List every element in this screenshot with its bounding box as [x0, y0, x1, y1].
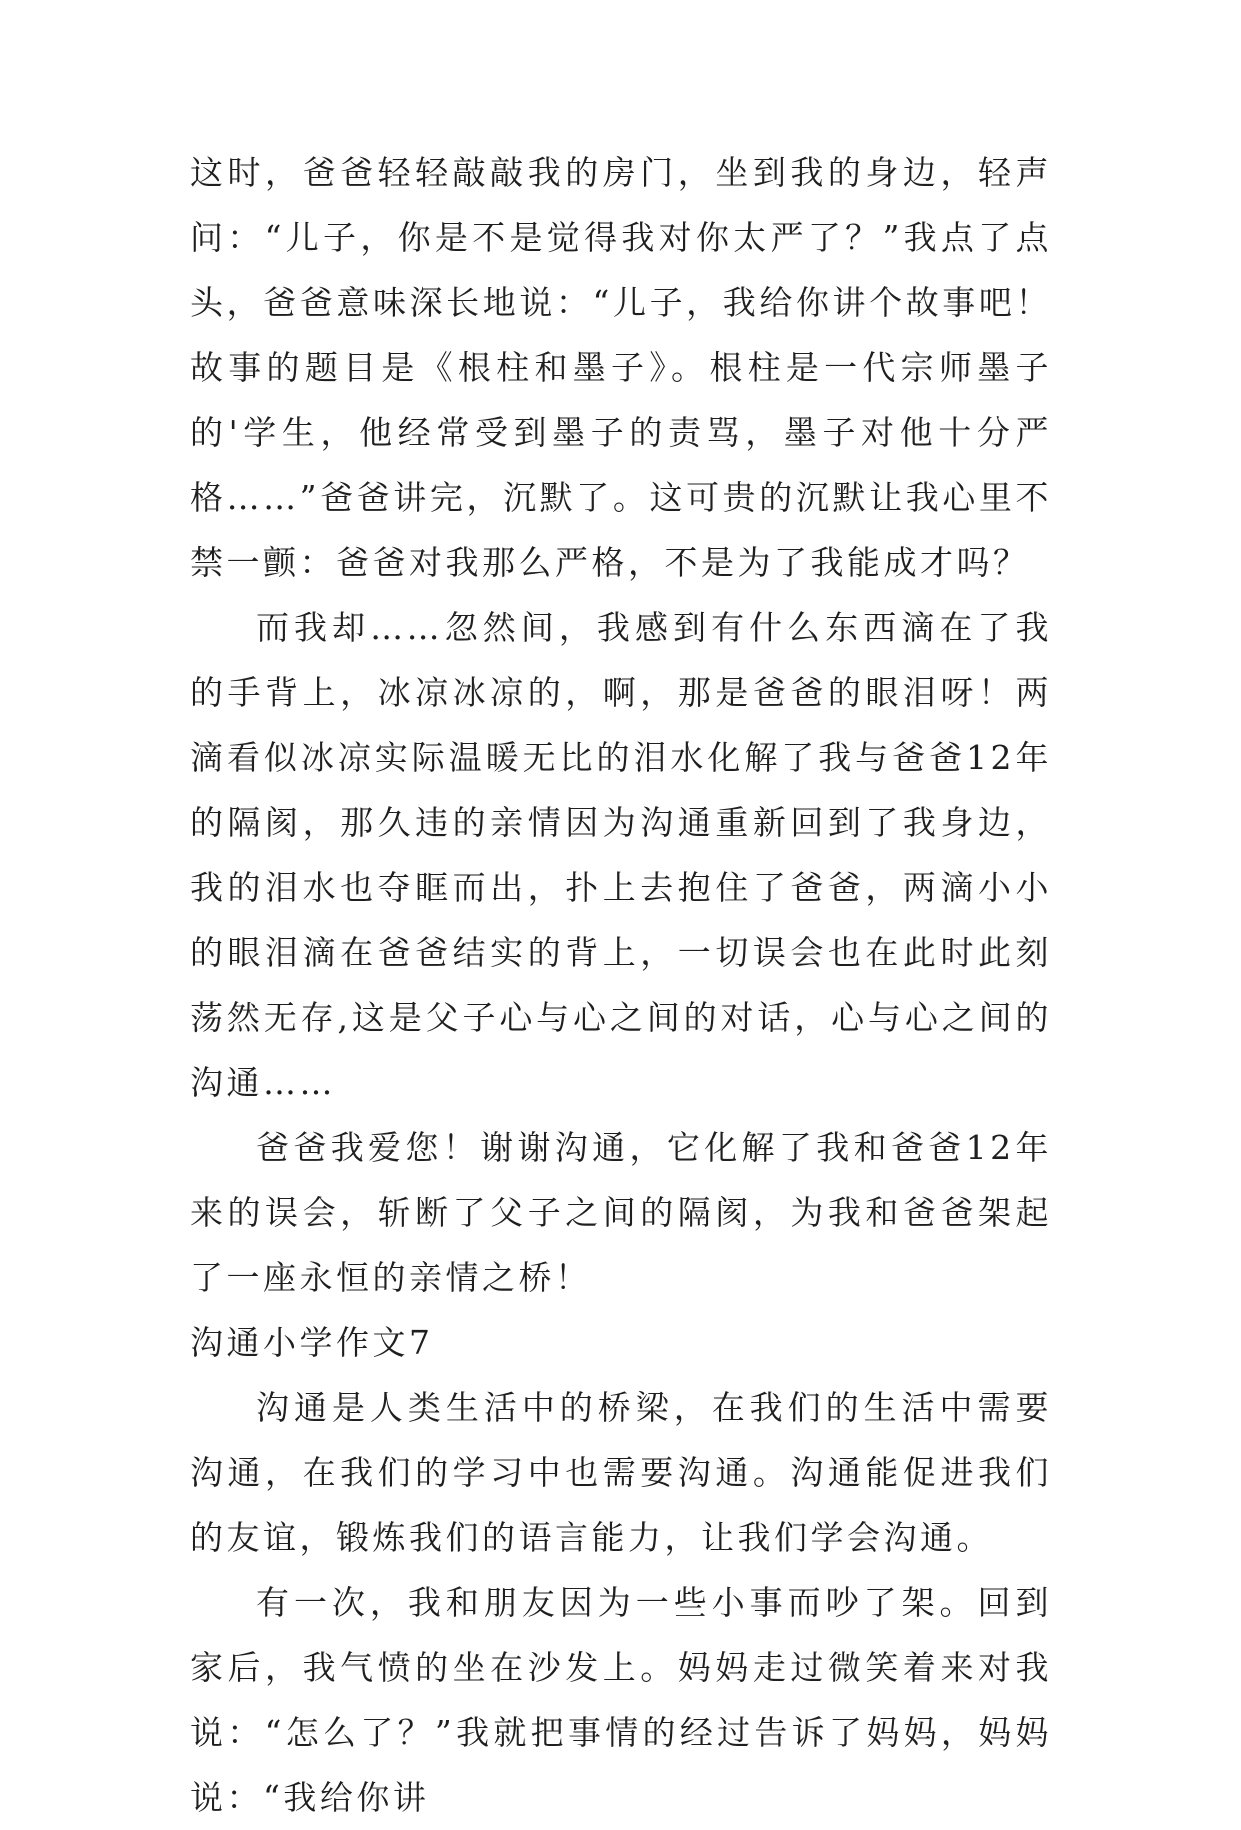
paragraph-quarrel-with-friend: 有一次，我和朋友因为一些小事而吵了架。回到家后，我气愤的坐在沙发上。妈妈走过微笑着来对我说：“怎么了？”我就把事情的经过告诉了妈妈，妈妈说：“我给你讲 [190, 1583, 1052, 1817]
document-page [190, 140, 1052, 1830]
paragraph-communication-bridge: 沟通是人类生活中的桥梁，在我们的生活中需要沟通，在我们的学习中也需要沟通。沟通能促进我们的友谊，锻炼我们的语言能力，让我们学会沟通。 [190, 1388, 1052, 1557]
essay-heading: 沟通小学作文7 [190, 1323, 434, 1362]
paragraph-father-tears: 而我却……忽然间，我感到有什么东西滴在了我的手背上，冰凉冰凉的，啊，那是爸爸的眼泪呀！两滴看似冰凉实际温暖无比的泪水化解了我与爸爸12年的隔阂，那久违的亲情因为沟通重新回到了我身边，我的泪水也夺眶而出，扑上去抱住了爸爸，两滴小小的眼泪滴在爸爸结实的背上，一切误会也在此时此刻荡然无存,这是父子心与心之间的对话，心与心之间的沟通…… [190, 608, 1052, 1102]
paragraph-father-story: 这时，爸爸轻轻敲敲我的房门，坐到我的身边，轻声问：“儿子，你是不是觉得我对你太严了？”我点了点头，爸爸意味深长地说：“儿子，我给你讲个故事吧！故事的题目是《根柱和墨子》。根柱是一代宗师墨子的'学生，他经常受到墨子的责骂，墨子对他十分严格……”爸爸讲完，沉默了。这可贵的沉默让我心里不禁一颤：爸爸对我那么严格，不是为了我能成才吗？ [190, 153, 1052, 582]
paragraph-thanks-communication: 爸爸我爱您！谢谢沟通，它化解了我和爸爸12年来的误会，斩断了父子之间的隔阂，为我和爸爸架起了一座永恒的亲情之桥！ [190, 1128, 1052, 1297]
